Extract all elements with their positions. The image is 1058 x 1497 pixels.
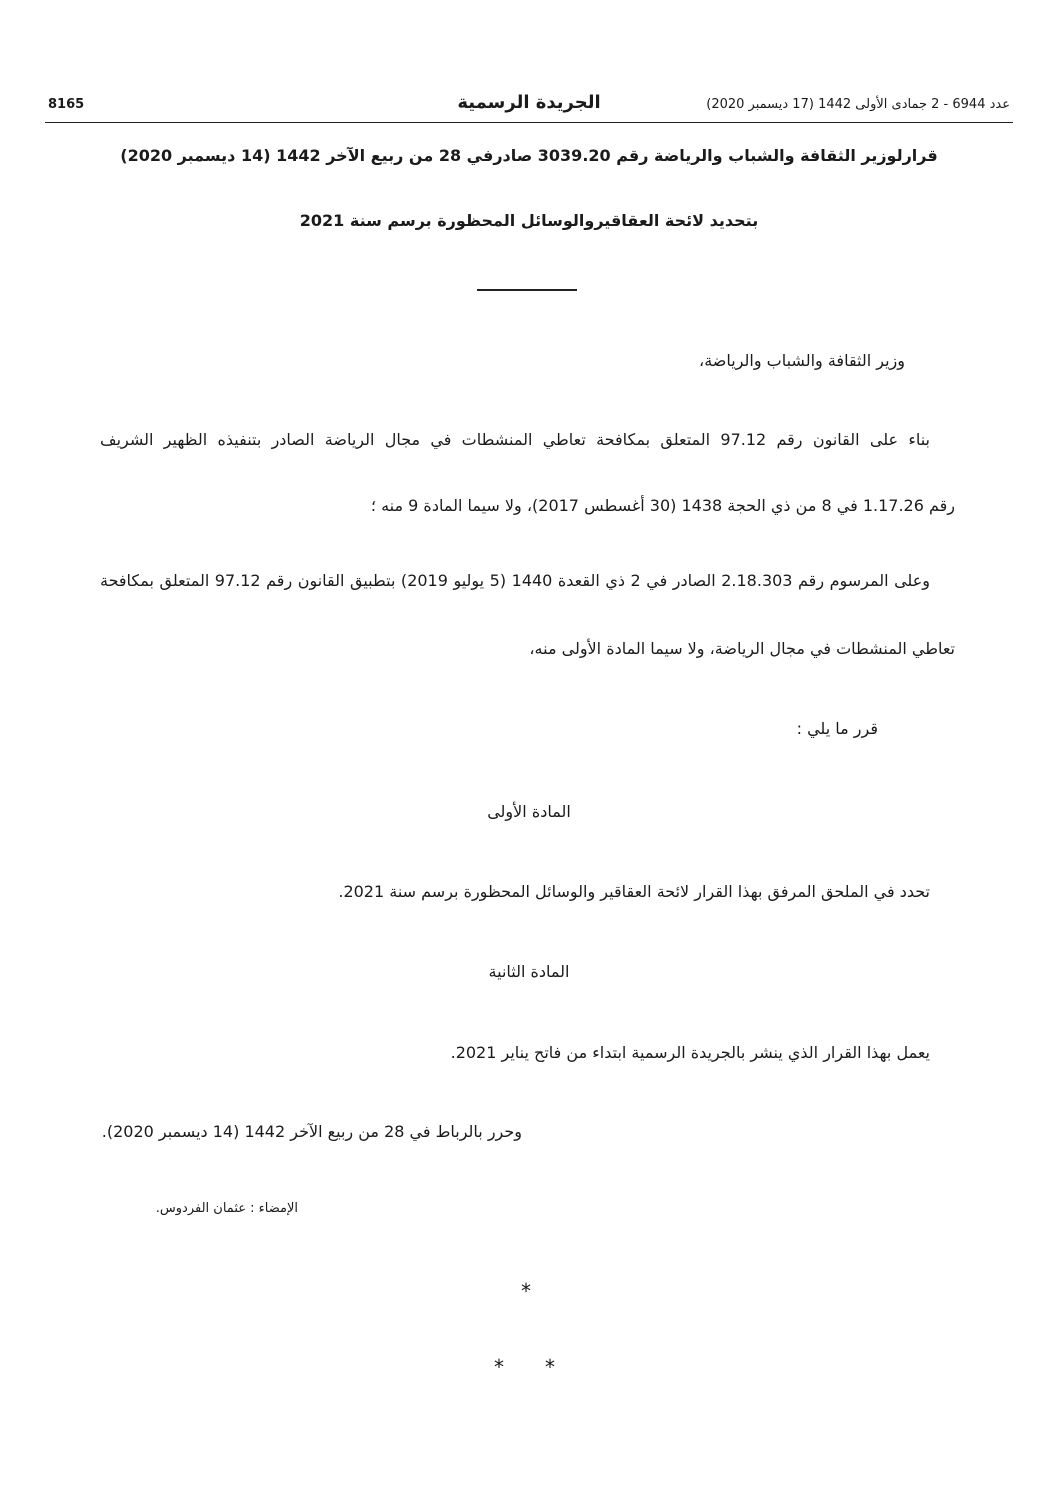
preamble-1-line-1: بناء على القانون رقم 97.12 المتعلق بمكافحة تعاطي المنشطات في مجال الرياضة الصادر بتنفيذه الظهير الشريف [100, 430, 930, 449]
decision-subtitle: بتحديد لائحة العقاقيروالوسائل المحظورة برسم سنة 2021 [299, 211, 759, 230]
article-2-heading: المادة الثانية [488, 962, 570, 981]
separator-star-bottom-right: * [545, 1355, 555, 1379]
preamble-2-line-1: وعلى المرسوم رقم 2.18.303 الصادر في 2 ذي القعدة 1440 (5 يوليو 2019) بتطبيق القانون رقم 97.12 المتعلق بمكافحة [100, 571, 930, 590]
separator-star-top: * [521, 1279, 531, 1303]
article-2-text: يعمل بهذا القرار الذي ينشر بالجريدة الرسمية ابتداء من فاتح يناير 2021. [450, 1043, 930, 1062]
done-at-line: وحرر بالرباط في 28 من ربيع الآخر 1442 (14 ديسمبر 2020). [101, 1122, 522, 1141]
publication-title: الجريدة الرسمية [457, 92, 601, 113]
article-1-heading: المادة الأولى [487, 802, 571, 821]
issue-info: عدد 6944 - 2 جمادى الأولى 1442 (17 ديسمبر 2020) [706, 97, 1010, 112]
signature-line: الإمضاء : عثمان الفردوس. [155, 1201, 298, 1216]
article-1-text: تحدد في الملحق المرفق بهذا القرار لائحة العقاقير والوسائل المحظورة برسم سنة 2021. [338, 882, 930, 901]
preamble-2-line-2: تعاطي المنشطات في مجال الرياضة، ولا سيما المادة الأولى منه، [529, 639, 955, 658]
header-rule [45, 122, 1013, 123]
preamble-1-line-2: رقم 1.17.26 في 8 من ذي الحجة 1438 (30 أغسطس 2017)، ولا سيما المادة 9 منه ؛ [370, 496, 955, 515]
issuer-line: وزير الثقافة والشباب والرياضة، [699, 351, 905, 370]
decision-title: قرارلوزير الثقافة والشباب والرياضة رقم 3039.20 صادرفي 28 من ربيع الآخر 1442 (14 ديسمبر 2020) [120, 146, 938, 165]
title-divider [477, 289, 577, 291]
page-number: 8165 [48, 97, 85, 112]
separator-star-bottom-left: * [494, 1355, 504, 1379]
decides-line: قرر ما يلي : [796, 719, 878, 738]
